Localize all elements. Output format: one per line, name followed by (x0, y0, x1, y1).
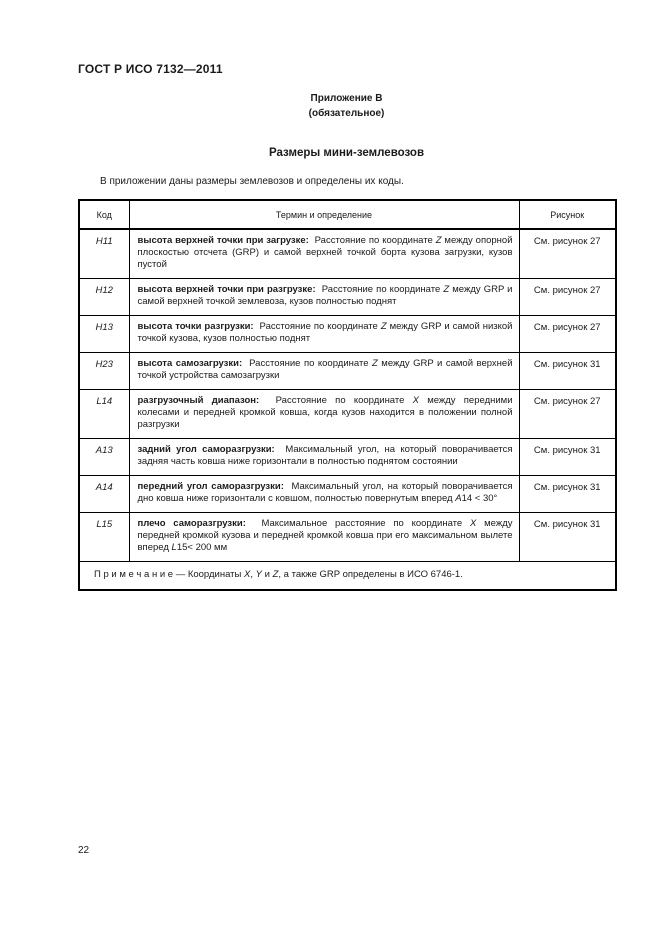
term-definition-cell: задний угол саморазгрузки: Максимальный угол, на который поворачивается задняя часть ковша ниже горизонтали в полностью поднятом состоянии (129, 439, 519, 476)
term-definition-cell: разгрузочный диапазон: Расстояние по координате X между передними колесами и передней кромкой ковша, когда кузов находится в положении полной разгрузки (129, 390, 519, 439)
table-row (79, 316, 616, 353)
table-row (79, 279, 616, 316)
figure-reference-cell: См. рисунок 31 (519, 513, 616, 562)
col-header-figure: Рисунок (519, 200, 616, 229)
term-definition-cell: высота верхней точки при загрузке: Расстояние по координате Z между опорной плоскостью отсчета (GRP) и самой верхней точкой борта кузова загрузки, кузов пустой (129, 229, 519, 279)
appendix-type: (обязательное) (308, 108, 385, 119)
page-title: Размеры мини-землевозов (268, 147, 425, 159)
figure-reference-cell: См. рисунок 27 (519, 316, 616, 353)
figure-reference-cell: См. рисунок 31 (519, 476, 616, 513)
term-definition-cell: высота верхней точки при разгрузке: Расстояние по координате Z между GRP и самой верхней точкой землевоза, кузов полностью поднят (129, 279, 519, 316)
term-text: высота верхней точки при разгрузке: (137, 284, 316, 295)
table-note: П р и м е ч а н и е — Координаты X, Y и Z, а также GRP определены в ИСО 6746-1. (79, 562, 616, 591)
figure-reference-cell: См. рисунок 27 (519, 279, 616, 316)
term-text: высота самозагрузки: (137, 358, 243, 369)
term-text: передний угол саморазгрузки: (137, 481, 284, 492)
dimensions-table (78, 199, 617, 591)
standard-reference: ГОСТ Р ИСО 7132—2011 (78, 62, 223, 76)
table-row (79, 513, 616, 562)
code-cell: H23 (79, 353, 129, 390)
term-definition-cell: плечо саморазгрузки: Максимальное расстояние по координате X между передней кромкой кузова и передней кромкой ковша при его максимальном вылете вперед L15< 200 мм (129, 513, 519, 562)
figure-reference-cell: См. рисунок 27 (519, 390, 616, 439)
code-cell: A14 (79, 476, 129, 513)
table-row (79, 439, 616, 476)
term-text: высота точки разгрузки: (137, 321, 254, 332)
code-cell: L15 (79, 513, 129, 562)
term-definition-cell: высота самозагрузки: Расстояние по координате Z между GRP и самой верхней точкой устройства самозагрузки (129, 353, 519, 390)
table-row (79, 476, 616, 513)
code-cell: H12 (79, 279, 129, 316)
term-text: задний угол саморазгрузки: (137, 444, 275, 455)
page-number: 22 (78, 845, 90, 856)
figure-reference-cell: См. рисунок 31 (519, 353, 616, 390)
appendix-label: Приложение В (310, 93, 383, 104)
code-cell: A13 (79, 439, 129, 476)
col-header-code: Код (79, 200, 129, 229)
appendix-heading (78, 91, 615, 121)
code-cell: H13 (79, 316, 129, 353)
table-row (79, 353, 616, 390)
term-definition-cell: передний угол саморазгрузки: Максимальный угол, на который поворачивается дно ковша ниже горизонтали с ковшом, полностью повернутым вперед A14 < 30° (129, 476, 519, 513)
figure-reference-cell: См. рисунок 31 (519, 439, 616, 476)
col-header-term: Термин и определение (129, 200, 519, 229)
term-text: высота верхней точки при загрузке: (137, 235, 309, 246)
table-header-row (79, 200, 616, 229)
code-cell: L14 (79, 390, 129, 439)
term-text: плечо саморазгрузки: (137, 518, 246, 529)
code-cell: H11 (79, 229, 129, 279)
table-row (79, 229, 616, 279)
term-text: разгрузочный диапазон: (137, 395, 260, 406)
dimensions-table-container (78, 199, 615, 591)
term-definition-cell: высота точки разгрузки: Расстояние по координате Z между GRP и самой низкой точкой кузова, кузов полностью поднят (129, 316, 519, 353)
table-note-row (79, 562, 616, 591)
intro-paragraph: В приложении даны размеры землевозов и определены их коды. (100, 176, 404, 187)
figure-reference-cell: См. рисунок 27 (519, 229, 616, 279)
table-row (79, 390, 616, 439)
